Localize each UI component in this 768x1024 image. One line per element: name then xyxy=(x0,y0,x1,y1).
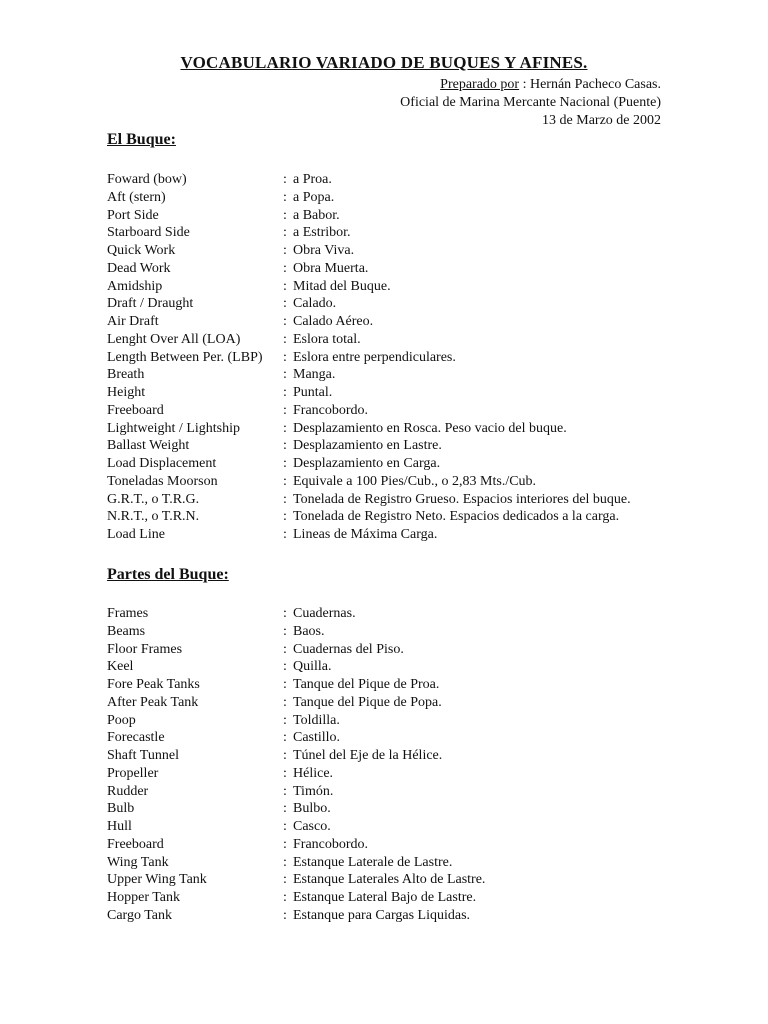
document-date: 13 de Marzo de 2002 xyxy=(542,113,661,128)
english-term: Freeboard xyxy=(107,836,164,852)
colon-separator: : xyxy=(283,854,287,870)
english-term: Keel xyxy=(107,659,134,675)
author-name: : Hernán Pacheco Casas. xyxy=(519,77,661,92)
spanish-definition: Calado Aéreo. xyxy=(293,314,374,329)
spanish-definition: Eslora total. xyxy=(293,331,361,347)
vocabulary-row xyxy=(107,366,707,384)
author-line xyxy=(440,76,661,94)
colon-separator: : xyxy=(283,783,287,799)
english-term: Amidship xyxy=(107,278,163,294)
english-term: G.R.T., o T.R.G. xyxy=(107,491,200,507)
spanish-definition: Tonelada de Registro Neto. Espacios dedicados a la carga. xyxy=(293,509,620,525)
colon-separator: : xyxy=(283,712,287,728)
colon-separator: : xyxy=(283,659,287,675)
spanish-definition: Equivale a 100 Pies/Cub., o 2,83 Mts./Cub. xyxy=(293,473,537,489)
vocabulary-row xyxy=(107,889,707,907)
spanish-definition: Desplazamiento en Lastre. xyxy=(293,438,442,454)
colon-separator: : xyxy=(283,491,287,507)
vocabulary-row xyxy=(107,605,707,623)
english-term: Lightweight / Lightship xyxy=(107,420,240,436)
english-term: Poop xyxy=(107,712,136,728)
vocabulary-row xyxy=(107,907,707,925)
english-term: Aft (stern) xyxy=(107,189,166,205)
english-term: Bulb xyxy=(107,801,135,817)
colon-separator: : xyxy=(283,314,287,329)
english-term: Breath xyxy=(107,367,145,383)
vocabulary-row xyxy=(107,313,707,331)
vocabulary-row xyxy=(107,836,707,854)
vocabulary-row xyxy=(107,491,707,509)
vocabulary-row xyxy=(107,854,707,872)
vocabulary-row xyxy=(107,402,707,420)
spanish-definition: Francobordo. xyxy=(293,836,369,852)
spanish-definition: Timón. xyxy=(293,783,334,799)
colon-separator: : xyxy=(283,677,287,692)
english-term: Frames xyxy=(107,606,149,621)
colon-separator: : xyxy=(283,225,287,241)
colon-separator: : xyxy=(283,473,287,489)
vocabulary-row xyxy=(107,224,707,242)
vocabulary-row xyxy=(107,871,707,889)
english-term: Lenght Over All (LOA) xyxy=(107,331,241,347)
spanish-definition: Obra Muerta. xyxy=(293,260,369,276)
spanish-definition: Eslora entre perpendiculares. xyxy=(293,349,456,365)
english-term: Hopper Tank xyxy=(107,890,181,905)
spanish-definition: Castillo. xyxy=(293,730,341,746)
vocabulary-row xyxy=(107,623,707,641)
spanish-definition: a Popa. xyxy=(293,189,335,205)
colon-separator: : xyxy=(283,801,287,817)
colon-separator: : xyxy=(283,890,287,905)
vocabulary-row xyxy=(107,694,707,712)
colon-separator: : xyxy=(283,748,287,763)
english-term: Dead Work xyxy=(107,260,171,276)
vocabulary-row xyxy=(107,278,707,296)
spanish-definition: a Proa. xyxy=(293,172,332,187)
colon-separator: : xyxy=(283,349,287,365)
vocabulary-row xyxy=(107,641,707,659)
english-term: Beams xyxy=(107,623,146,639)
vocabulary-row xyxy=(107,171,707,189)
vocabulary-row xyxy=(107,455,707,473)
english-term: Starboard Side xyxy=(107,225,190,241)
colon-separator: : xyxy=(283,819,287,834)
vocabulary-list-el-buque xyxy=(107,171,707,544)
colon-separator: : xyxy=(283,296,287,312)
english-term: Load Displacement xyxy=(107,456,217,471)
spanish-definition: Estanque Laterale de Lastre. xyxy=(293,854,453,870)
section-heading-partes-del-buque: Partes del Buque: xyxy=(107,566,229,583)
spanish-definition: a Babor. xyxy=(293,207,340,223)
english-term: Shaft Tunnel xyxy=(107,748,179,763)
vocabulary-row xyxy=(107,729,707,747)
english-term: Length Between Per. (LBP) xyxy=(107,349,263,365)
colon-separator: : xyxy=(283,207,287,223)
vocabulary-row xyxy=(107,384,707,402)
spanish-definition: Francobordo. xyxy=(293,402,369,418)
colon-separator: : xyxy=(283,385,287,400)
english-term: Hull xyxy=(107,819,132,834)
colon-separator: : xyxy=(283,456,287,471)
colon-separator: : xyxy=(283,438,287,454)
vocabulary-row xyxy=(107,765,707,783)
spanish-definition: a Estribor. xyxy=(293,225,351,241)
spanish-definition: Bulbo. xyxy=(293,801,331,817)
vocabulary-row xyxy=(107,331,707,349)
english-term: Foward (bow) xyxy=(107,172,187,187)
section-heading-el-buque: El Buque: xyxy=(107,131,176,148)
spanish-definition: Cuadernas. xyxy=(293,606,356,621)
vocabulary-row xyxy=(107,473,707,491)
colon-separator: : xyxy=(283,641,287,657)
colon-separator: : xyxy=(283,402,287,418)
spanish-definition: Estanque para Cargas Liquidas. xyxy=(293,907,471,923)
english-term: Upper Wing Tank xyxy=(107,872,207,888)
colon-separator: : xyxy=(283,836,287,852)
spanish-definition: Quilla. xyxy=(293,659,332,675)
colon-separator: : xyxy=(283,509,287,525)
colon-separator: : xyxy=(283,420,287,436)
spanish-definition: Tonelada de Registro Grueso. Espacios interiores del buque. xyxy=(293,491,631,507)
vocabulary-row xyxy=(107,676,707,694)
spanish-definition: Manga. xyxy=(293,367,336,383)
colon-separator: : xyxy=(283,278,287,294)
spanish-definition: Tanque del Pique de Proa. xyxy=(293,677,440,692)
spanish-definition: Desplazamiento en Carga. xyxy=(293,456,441,471)
vocabulary-row xyxy=(107,800,707,818)
vocabulary-row xyxy=(107,658,707,676)
english-term: Port Side xyxy=(107,207,159,223)
english-term: N.R.T., o T.R.N. xyxy=(107,509,200,525)
english-term: Freeboard xyxy=(107,402,164,418)
vocabulary-list-partes-del-buque xyxy=(107,605,707,925)
colon-separator: : xyxy=(283,367,287,383)
english-term: Floor Frames xyxy=(107,641,183,657)
colon-separator: : xyxy=(283,730,287,746)
vocabulary-row xyxy=(107,420,707,438)
colon-separator: : xyxy=(283,260,287,276)
spanish-definition: Estanque Lateral Bajo de Lastre. xyxy=(293,890,477,905)
colon-separator: : xyxy=(283,694,287,710)
colon-separator: : xyxy=(283,527,287,542)
english-term: Toneladas Moorson xyxy=(107,473,218,489)
spanish-definition: Baos. xyxy=(293,623,325,639)
colon-separator: : xyxy=(283,243,287,258)
vocabulary-row xyxy=(107,260,707,278)
spanish-definition: Calado. xyxy=(293,296,337,312)
spanish-definition: Hélice. xyxy=(293,765,334,781)
document-title: VOCABULARIO VARIADO DE BUQUES Y AFINES. xyxy=(180,53,588,72)
vocabulary-row xyxy=(107,189,707,207)
english-term: After Peak Tank xyxy=(107,694,199,710)
english-term: Load Line xyxy=(107,527,165,542)
vocabulary-row xyxy=(107,349,707,367)
english-term: Rudder xyxy=(107,783,149,799)
colon-separator: : xyxy=(283,872,287,888)
english-term: Fore Peak Tanks xyxy=(107,677,200,692)
english-term: Quick Work xyxy=(107,243,176,258)
spanish-definition: Desplazamiento en Rosca. Peso vacio del buque. xyxy=(293,420,567,436)
colon-separator: : xyxy=(283,606,287,621)
english-term: Air Draft xyxy=(107,314,159,329)
vocabulary-row xyxy=(107,818,707,836)
author-role: Oficial de Marina Mercante Nacional (Puente) xyxy=(400,95,661,110)
vocabulary-row xyxy=(107,295,707,313)
colon-separator: : xyxy=(283,331,287,347)
spanish-definition: Tanque del Pique de Popa. xyxy=(293,694,442,710)
english-term: Wing Tank xyxy=(107,854,169,870)
vocabulary-row xyxy=(107,712,707,730)
spanish-definition: Mitad del Buque. xyxy=(293,278,391,294)
vocabulary-row xyxy=(107,747,707,765)
vocabulary-row xyxy=(107,508,707,526)
english-term: Draft / Draught xyxy=(107,296,194,312)
english-term: Cargo Tank xyxy=(107,907,172,923)
prepared-by-label: Preparado por xyxy=(440,77,520,92)
spanish-definition: Túnel del Eje de la Hélice. xyxy=(293,748,443,763)
english-term: Propeller xyxy=(107,765,159,781)
english-term: Height xyxy=(107,385,146,400)
spanish-definition: Toldilla. xyxy=(293,712,340,728)
spanish-definition: Cuadernas del Piso. xyxy=(293,641,404,657)
english-term: Forecastle xyxy=(107,730,165,746)
spanish-definition: Puntal. xyxy=(293,385,333,400)
spanish-definition: Obra Viva. xyxy=(293,243,355,258)
colon-separator: : xyxy=(283,907,287,923)
spanish-definition: Estanque Laterales Alto de Lastre. xyxy=(293,872,486,888)
vocabulary-row xyxy=(107,783,707,801)
vocabulary-row xyxy=(107,437,707,455)
vocabulary-row xyxy=(107,526,707,544)
colon-separator: : xyxy=(283,172,287,187)
vocabulary-row xyxy=(107,242,707,260)
vocabulary-row xyxy=(107,207,707,225)
english-term: Ballast Weight xyxy=(107,438,190,454)
colon-separator: : xyxy=(283,189,287,205)
colon-separator: : xyxy=(283,623,287,639)
spanish-definition: Casco. xyxy=(293,819,331,834)
spanish-definition: Lineas de Máxima Carga. xyxy=(293,527,438,542)
colon-separator: : xyxy=(283,765,287,781)
